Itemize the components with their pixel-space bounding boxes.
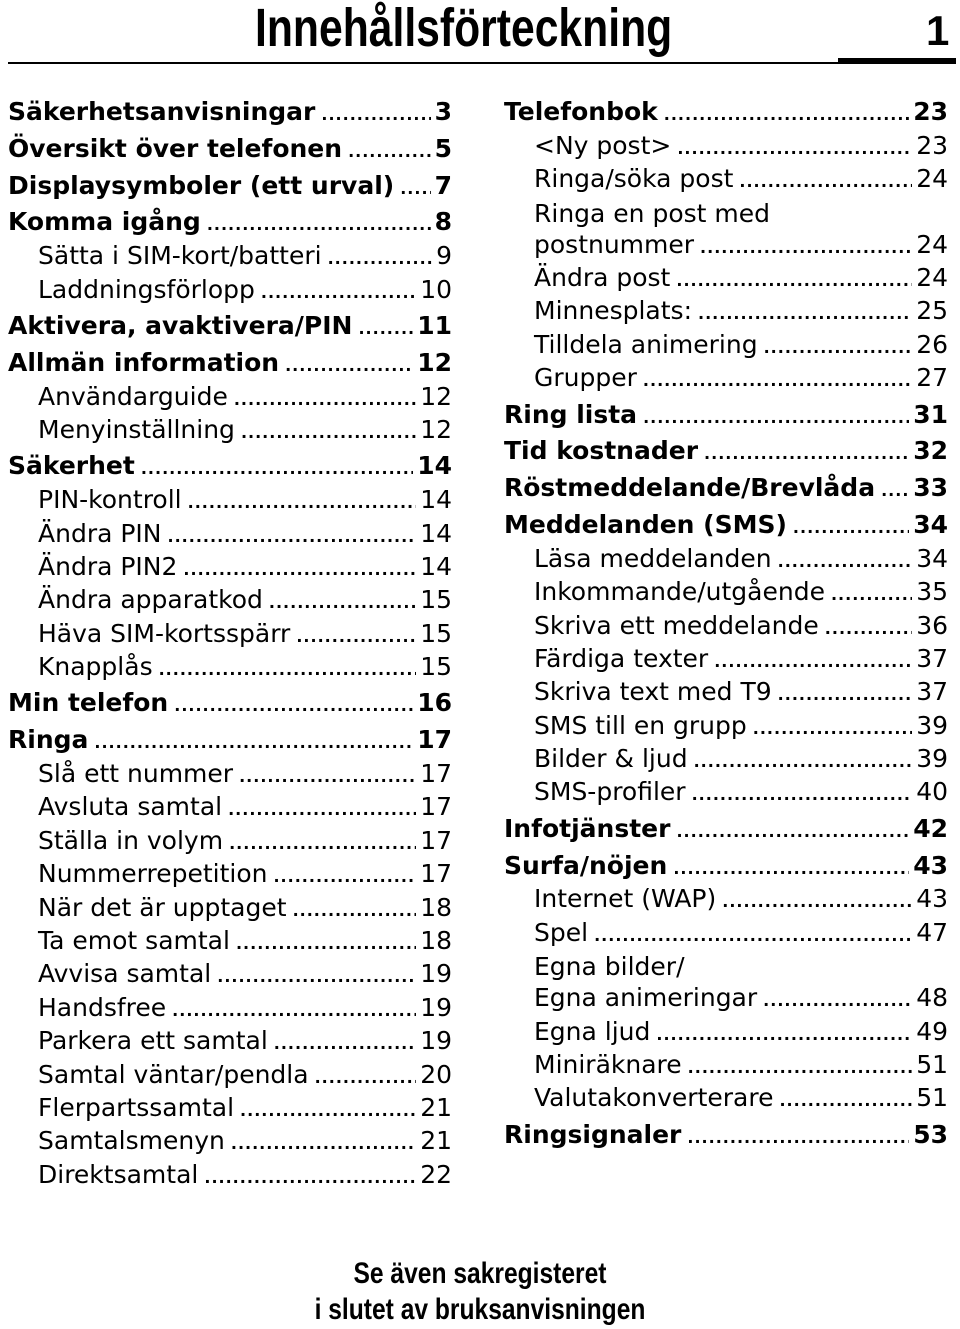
toc-subentry[interactable]	[8, 1024, 452, 1057]
toc-entry-title: Komma igång	[8, 207, 201, 237]
toc-entry-page: 12	[420, 381, 452, 411]
toc-subentry[interactable]	[504, 675, 948, 708]
dot-leader	[594, 928, 912, 944]
dot-leader	[321, 107, 430, 123]
toc-entry-page: 7	[434, 170, 452, 200]
dot-leader	[168, 529, 417, 545]
toc-entry-page: 14	[420, 485, 452, 515]
dot-leader	[763, 993, 912, 1009]
toc-entry[interactable]	[8, 306, 452, 343]
toc-entry-title: Skriva text med T9	[534, 677, 772, 707]
dot-leader	[174, 698, 413, 714]
toc-entry-title: Aktivera, avaktivera/PIN	[8, 310, 353, 340]
toc-entry-page: 51	[916, 1083, 948, 1113]
toc-entry-page: 23	[916, 130, 948, 160]
toc-entry-page: 21	[420, 1126, 452, 1156]
toc-entry-title: Minnesplats:	[534, 296, 692, 326]
toc-entry[interactable]	[8, 343, 452, 380]
toc-entry-title: Samtalsmenyn	[38, 1126, 225, 1156]
toc-subentry[interactable]	[8, 957, 452, 990]
toc-subentry[interactable]	[504, 981, 948, 1014]
toc-subentry[interactable]	[8, 517, 452, 550]
toc-subentry[interactable]	[8, 924, 452, 957]
toc-entry-title: Egna bilder/	[534, 952, 685, 982]
dot-leader	[261, 285, 416, 301]
dot-leader	[228, 802, 416, 818]
toc-subentry[interactable]	[8, 380, 452, 413]
dot-leader	[825, 621, 912, 637]
dot-leader	[643, 410, 909, 426]
toc-subentry[interactable]	[504, 361, 948, 394]
toc-entry-page: 19	[420, 959, 452, 989]
dot-leader	[239, 769, 416, 785]
toc-entry-page: 15	[420, 652, 452, 682]
toc-subentry[interactable]	[8, 757, 452, 790]
toc-subentry[interactable]	[504, 328, 948, 361]
toc-entry-page: 24	[916, 262, 948, 292]
toc-entry-page: 32	[913, 436, 948, 466]
toc-subentry[interactable]	[504, 129, 948, 162]
toc-entry-page: 24	[916, 164, 948, 194]
toc-entry-title: SMS-profiler	[534, 777, 686, 807]
dot-leader	[358, 321, 413, 337]
toc-subentry[interactable]	[8, 790, 452, 823]
toc-entry-title: Inkommande/utgående	[534, 577, 825, 607]
toc-subentry[interactable]	[8, 583, 452, 616]
toc-subentry[interactable]	[504, 1048, 948, 1081]
toc-subentry[interactable]	[8, 1124, 452, 1157]
dot-leader	[188, 495, 417, 511]
dot-leader	[159, 662, 417, 678]
toc-entry-page: 31	[913, 399, 948, 429]
toc-entry-title: Ringa en post med	[534, 198, 771, 228]
toc-entry-title: Ändra post	[534, 262, 671, 292]
toc-entry-page: 39	[916, 710, 948, 740]
dot-leader	[204, 1170, 416, 1186]
toc-entry-page: 40	[916, 777, 948, 807]
dot-leader	[676, 273, 912, 289]
dot-leader	[273, 869, 416, 885]
toc-entry-title: Min telefon	[8, 688, 169, 718]
toc-entry-page: 17	[420, 759, 452, 789]
toc-entry-title: Ändra PIN2	[38, 551, 178, 581]
toc-entry-title: Säkerhet	[8, 451, 135, 481]
toc-entry-title: Ändra apparatkod	[38, 585, 263, 615]
toc-entry-title: Sätta i SIM-kort/batteri	[38, 241, 322, 271]
toc-entry-title: Menyinställning	[38, 414, 235, 444]
toc-entry-page: 24	[916, 229, 948, 259]
toc-entry-page: 39	[916, 744, 948, 774]
dot-leader	[274, 1036, 416, 1052]
toc-entry-title: Allmän information	[8, 347, 280, 377]
toc-entry-title: Telefonbok	[504, 97, 658, 126]
toc-entry-title: Surfa/nöjen	[504, 850, 668, 880]
toc-entry-page: 3	[434, 97, 452, 126]
toc-entry-title: Häva SIM-kortsspärr	[38, 618, 291, 648]
toc-entry[interactable]	[504, 1115, 948, 1152]
dot-leader	[293, 903, 417, 919]
dot-leader	[234, 392, 416, 408]
toc-entry[interactable]	[504, 809, 948, 846]
dot-leader	[698, 306, 912, 322]
dot-leader	[793, 520, 909, 536]
toc-entry-page: 19	[420, 992, 452, 1022]
toc-entry-page: 36	[916, 610, 948, 640]
footer-line: Se även sakregisteret	[353, 1257, 607, 1290]
toc-entry-page: 51	[916, 1050, 948, 1079]
toc-subentry[interactable]	[8, 824, 452, 857]
toc-entry-page: 14	[417, 451, 452, 481]
toc-entry-title: Valutakonverterare	[534, 1083, 774, 1113]
toc-subentry[interactable]	[504, 261, 948, 294]
toc-entry-page: 43	[913, 850, 948, 880]
dot-leader	[714, 654, 912, 670]
toc-entry-page: 53	[913, 1119, 948, 1149]
toc-subentry[interactable]	[504, 775, 948, 808]
toc-entry[interactable]	[504, 395, 948, 432]
dot-leader	[694, 754, 913, 770]
toc-entry-page: 17	[420, 825, 452, 855]
toc-entry[interactable]	[504, 846, 948, 883]
toc-entry-page: 48	[916, 983, 948, 1013]
dot-leader	[764, 340, 913, 356]
toc-subentry[interactable]	[8, 550, 452, 583]
toc-subentry[interactable]	[504, 1015, 948, 1048]
toc-entry-title: <Ny post>	[534, 130, 672, 160]
toc-entry-title: Avsluta samtal	[38, 792, 223, 822]
toc-subentry[interactable]	[504, 1081, 948, 1114]
toc-entry-page: 19	[420, 1026, 452, 1056]
toc-entry-page: 42	[913, 813, 948, 843]
toc-entry-page: 18	[420, 926, 452, 956]
toc-entry-title: Läsa meddelanden	[534, 543, 772, 573]
dot-leader	[231, 1136, 416, 1152]
dot-leader	[664, 107, 909, 123]
dot-leader	[687, 1130, 909, 1146]
footer-line: i slutet av bruksanvisningen	[314, 1293, 646, 1326]
dot-leader	[739, 174, 912, 190]
dot-leader	[656, 1027, 912, 1043]
dot-leader	[700, 240, 912, 256]
dot-leader	[172, 1003, 416, 1019]
toc-subentry[interactable]	[504, 949, 948, 981]
toc-entry-page: 25	[916, 296, 948, 326]
toc-subentry[interactable]	[8, 891, 452, 924]
toc-entry-page: 43	[916, 884, 948, 914]
toc-entry-title: Slå ett nummer	[38, 759, 234, 789]
toc-entry-title: Parkera ett samtal	[38, 1026, 268, 1056]
toc-entry-page: 9	[436, 241, 452, 271]
dot-leader	[285, 358, 413, 374]
toc-entry-title: Meddelanden (SMS)	[504, 509, 787, 539]
toc-entry-page: 34	[913, 509, 948, 539]
dot-leader	[236, 936, 416, 952]
toc-entry-title: Egna animeringar	[534, 983, 758, 1013]
dot-leader	[94, 735, 413, 751]
header-rule	[8, 62, 956, 64]
toc-subentry[interactable]	[8, 1058, 452, 1091]
dot-leader	[348, 144, 431, 160]
dot-leader	[315, 1070, 417, 1086]
toc-entry[interactable]	[8, 166, 452, 203]
dot-leader	[269, 595, 416, 611]
toc-subentry[interactable]	[504, 162, 948, 195]
dot-leader	[673, 861, 909, 877]
toc-entry-title: Miniräknare	[534, 1050, 682, 1079]
page-title: Innehållsförteckning	[255, 0, 673, 58]
toc-entry-page: 15	[420, 618, 452, 648]
toc-entry-title: Ringsignaler	[504, 1119, 682, 1149]
dot-leader	[676, 824, 909, 840]
toc-subentry[interactable]	[504, 575, 948, 608]
toc-subentry[interactable]	[504, 609, 948, 642]
toc-entry-title: PIN-kontroll	[38, 485, 182, 515]
toc-entry-title: Översikt över telefonen	[8, 133, 343, 163]
toc-entry-title: Färdiga texter	[534, 643, 709, 673]
toc-entry-title: Laddningsförlopp	[38, 274, 255, 304]
dot-leader	[240, 1103, 416, 1119]
toc-entry-page: 12	[417, 347, 452, 377]
toc-entry-title: Bilder & ljud	[534, 744, 688, 774]
page-number: 1	[926, 7, 950, 54]
toc-entry[interactable]	[504, 468, 948, 505]
toc-entry-page: 12	[420, 414, 452, 444]
toc-entry-page: 37	[916, 677, 948, 707]
toc-subentry[interactable]	[8, 273, 452, 306]
toc-entry-title: Grupper	[534, 363, 637, 393]
dot-leader	[779, 1093, 912, 1109]
toc-subentry[interactable]	[504, 916, 948, 949]
dot-leader	[207, 217, 431, 233]
toc-entry-page: 17	[417, 725, 452, 755]
toc-entry-title: Avvisa samtal	[38, 959, 212, 989]
toc-entry-title: Användarguide	[38, 381, 228, 411]
toc-column-right	[504, 92, 948, 1152]
dot-leader	[881, 483, 909, 499]
footer-note	[0, 1256, 960, 1328]
toc-entry[interactable]	[8, 446, 452, 483]
toc-entry-page: 5	[434, 133, 452, 163]
toc-entry-title: Säkerhetsanvisningar	[8, 97, 316, 126]
toc-entry-page: 33	[913, 473, 948, 503]
dot-leader	[831, 587, 912, 603]
toc-entry[interactable]	[8, 720, 452, 757]
toc-entry[interactable]	[8, 683, 452, 720]
toc-entry-title: Skriva ett meddelande	[534, 610, 819, 640]
toc-entry-title: Egna ljud	[534, 1016, 651, 1046]
toc-entry-page: 16	[417, 688, 452, 718]
dot-leader	[229, 836, 416, 852]
dot-leader	[704, 446, 909, 462]
toc-subentry[interactable]	[8, 483, 452, 516]
toc-subentry[interactable]	[8, 991, 452, 1024]
toc-entry-title: Tilldela animering	[534, 329, 758, 359]
toc-subentry[interactable]	[8, 239, 452, 272]
toc-entry-title: postnummer	[534, 229, 695, 259]
toc-entry-page: 49	[916, 1016, 948, 1046]
toc-subentry[interactable]	[8, 650, 452, 683]
toc-subentry[interactable]	[504, 709, 948, 742]
toc-entry-page: 35	[916, 577, 948, 607]
toc-entry-title: Samtal väntar/pendla	[38, 1059, 309, 1089]
toc-entry-title: Direktsamtal	[38, 1159, 199, 1189]
toc-entry-page: 15	[420, 585, 452, 615]
dot-leader	[241, 425, 416, 441]
dot-leader	[778, 687, 913, 703]
dot-leader	[722, 894, 912, 910]
toc-entry[interactable]	[8, 92, 452, 129]
toc-column-left	[8, 92, 452, 1191]
toc-entry-page: 47	[916, 917, 948, 947]
toc-subentry[interactable]	[504, 294, 948, 327]
toc-entry-page: 17	[420, 792, 452, 822]
toc-subentry[interactable]	[504, 542, 948, 575]
toc-subentry[interactable]	[504, 642, 948, 675]
toc-entry-page: 22	[420, 1159, 452, 1189]
toc-entry-title: Ringa	[8, 725, 89, 755]
toc-entry-page: 27	[916, 363, 948, 393]
toc-entry-page: 21	[420, 1092, 452, 1122]
toc-entry-title: Displaysymboler (ett urval)	[8, 170, 395, 200]
dot-leader	[643, 373, 912, 389]
toc-entry-page: 23	[913, 97, 948, 126]
toc-entry-page: 20	[420, 1059, 452, 1089]
toc-entry-title: Ta emot samtal	[38, 926, 230, 956]
toc-subentry[interactable]	[504, 228, 948, 261]
toc-entry-title: Röstmeddelande/Brevlåda	[504, 473, 876, 503]
toc-entry-page: 8	[434, 207, 452, 237]
toc-entry[interactable]	[8, 129, 452, 166]
dot-leader	[753, 721, 912, 737]
toc-subentry[interactable]	[8, 413, 452, 446]
dot-leader	[778, 554, 913, 570]
toc-subentry[interactable]	[504, 196, 948, 228]
dot-leader	[183, 562, 416, 578]
dot-leader	[328, 251, 433, 267]
dot-leader	[688, 1060, 913, 1076]
toc-entry-title: Ring lista	[504, 399, 638, 429]
dot-leader	[692, 787, 913, 803]
toc-entry-page: 10	[420, 274, 452, 304]
toc-entry-page: 18	[420, 892, 452, 922]
toc-entry[interactable]	[504, 92, 948, 129]
toc-entry-title: Nummerrepetition	[38, 859, 268, 889]
toc-entry-page: 34	[916, 543, 948, 573]
toc-entry-title: Ställa in volym	[38, 825, 224, 855]
dot-leader	[296, 629, 416, 645]
toc-entry-title: Infotjänster	[504, 813, 671, 843]
toc-entry-title: Internet (WAP)	[534, 884, 717, 914]
toc-entry-title: Knapplås	[38, 652, 153, 682]
dot-leader	[217, 969, 416, 985]
toc-entry-page: 14	[420, 518, 452, 548]
toc-entry-page: 26	[916, 329, 948, 359]
toc-entry-title: När det är upptaget	[38, 892, 287, 922]
toc-subentry[interactable]	[8, 857, 452, 890]
toc-entry-title: Spel	[534, 917, 589, 947]
toc-subentry[interactable]	[504, 882, 948, 915]
toc-entry-title: Ringa/söka post	[534, 164, 734, 194]
dot-leader	[677, 141, 912, 157]
toc-entry[interactable]	[504, 431, 948, 468]
toc-entry-page: 17	[420, 859, 452, 889]
toc-entry-title: Handsfree	[38, 992, 167, 1022]
dot-leader	[400, 181, 430, 197]
toc-entry-page: 37	[916, 643, 948, 673]
toc-entry-title: Tid kostnader	[504, 436, 699, 466]
toc-entry-title: Flerpartssamtal	[38, 1092, 235, 1122]
header-rule-accent	[838, 58, 956, 64]
dot-leader	[141, 461, 413, 477]
toc-entry-title: Ändra PIN	[38, 518, 162, 548]
toc-entry-page: 11	[417, 310, 452, 340]
toc-entry[interactable]	[8, 202, 452, 239]
toc-entry[interactable]	[504, 505, 948, 542]
toc-entry-title: SMS till en grupp	[534, 710, 747, 740]
toc-subentry[interactable]	[8, 1158, 452, 1191]
toc-entry-page: 14	[420, 551, 452, 581]
toc-subentry[interactable]	[504, 742, 948, 775]
toc-subentry[interactable]	[8, 1091, 452, 1124]
toc-subentry[interactable]	[8, 617, 452, 650]
